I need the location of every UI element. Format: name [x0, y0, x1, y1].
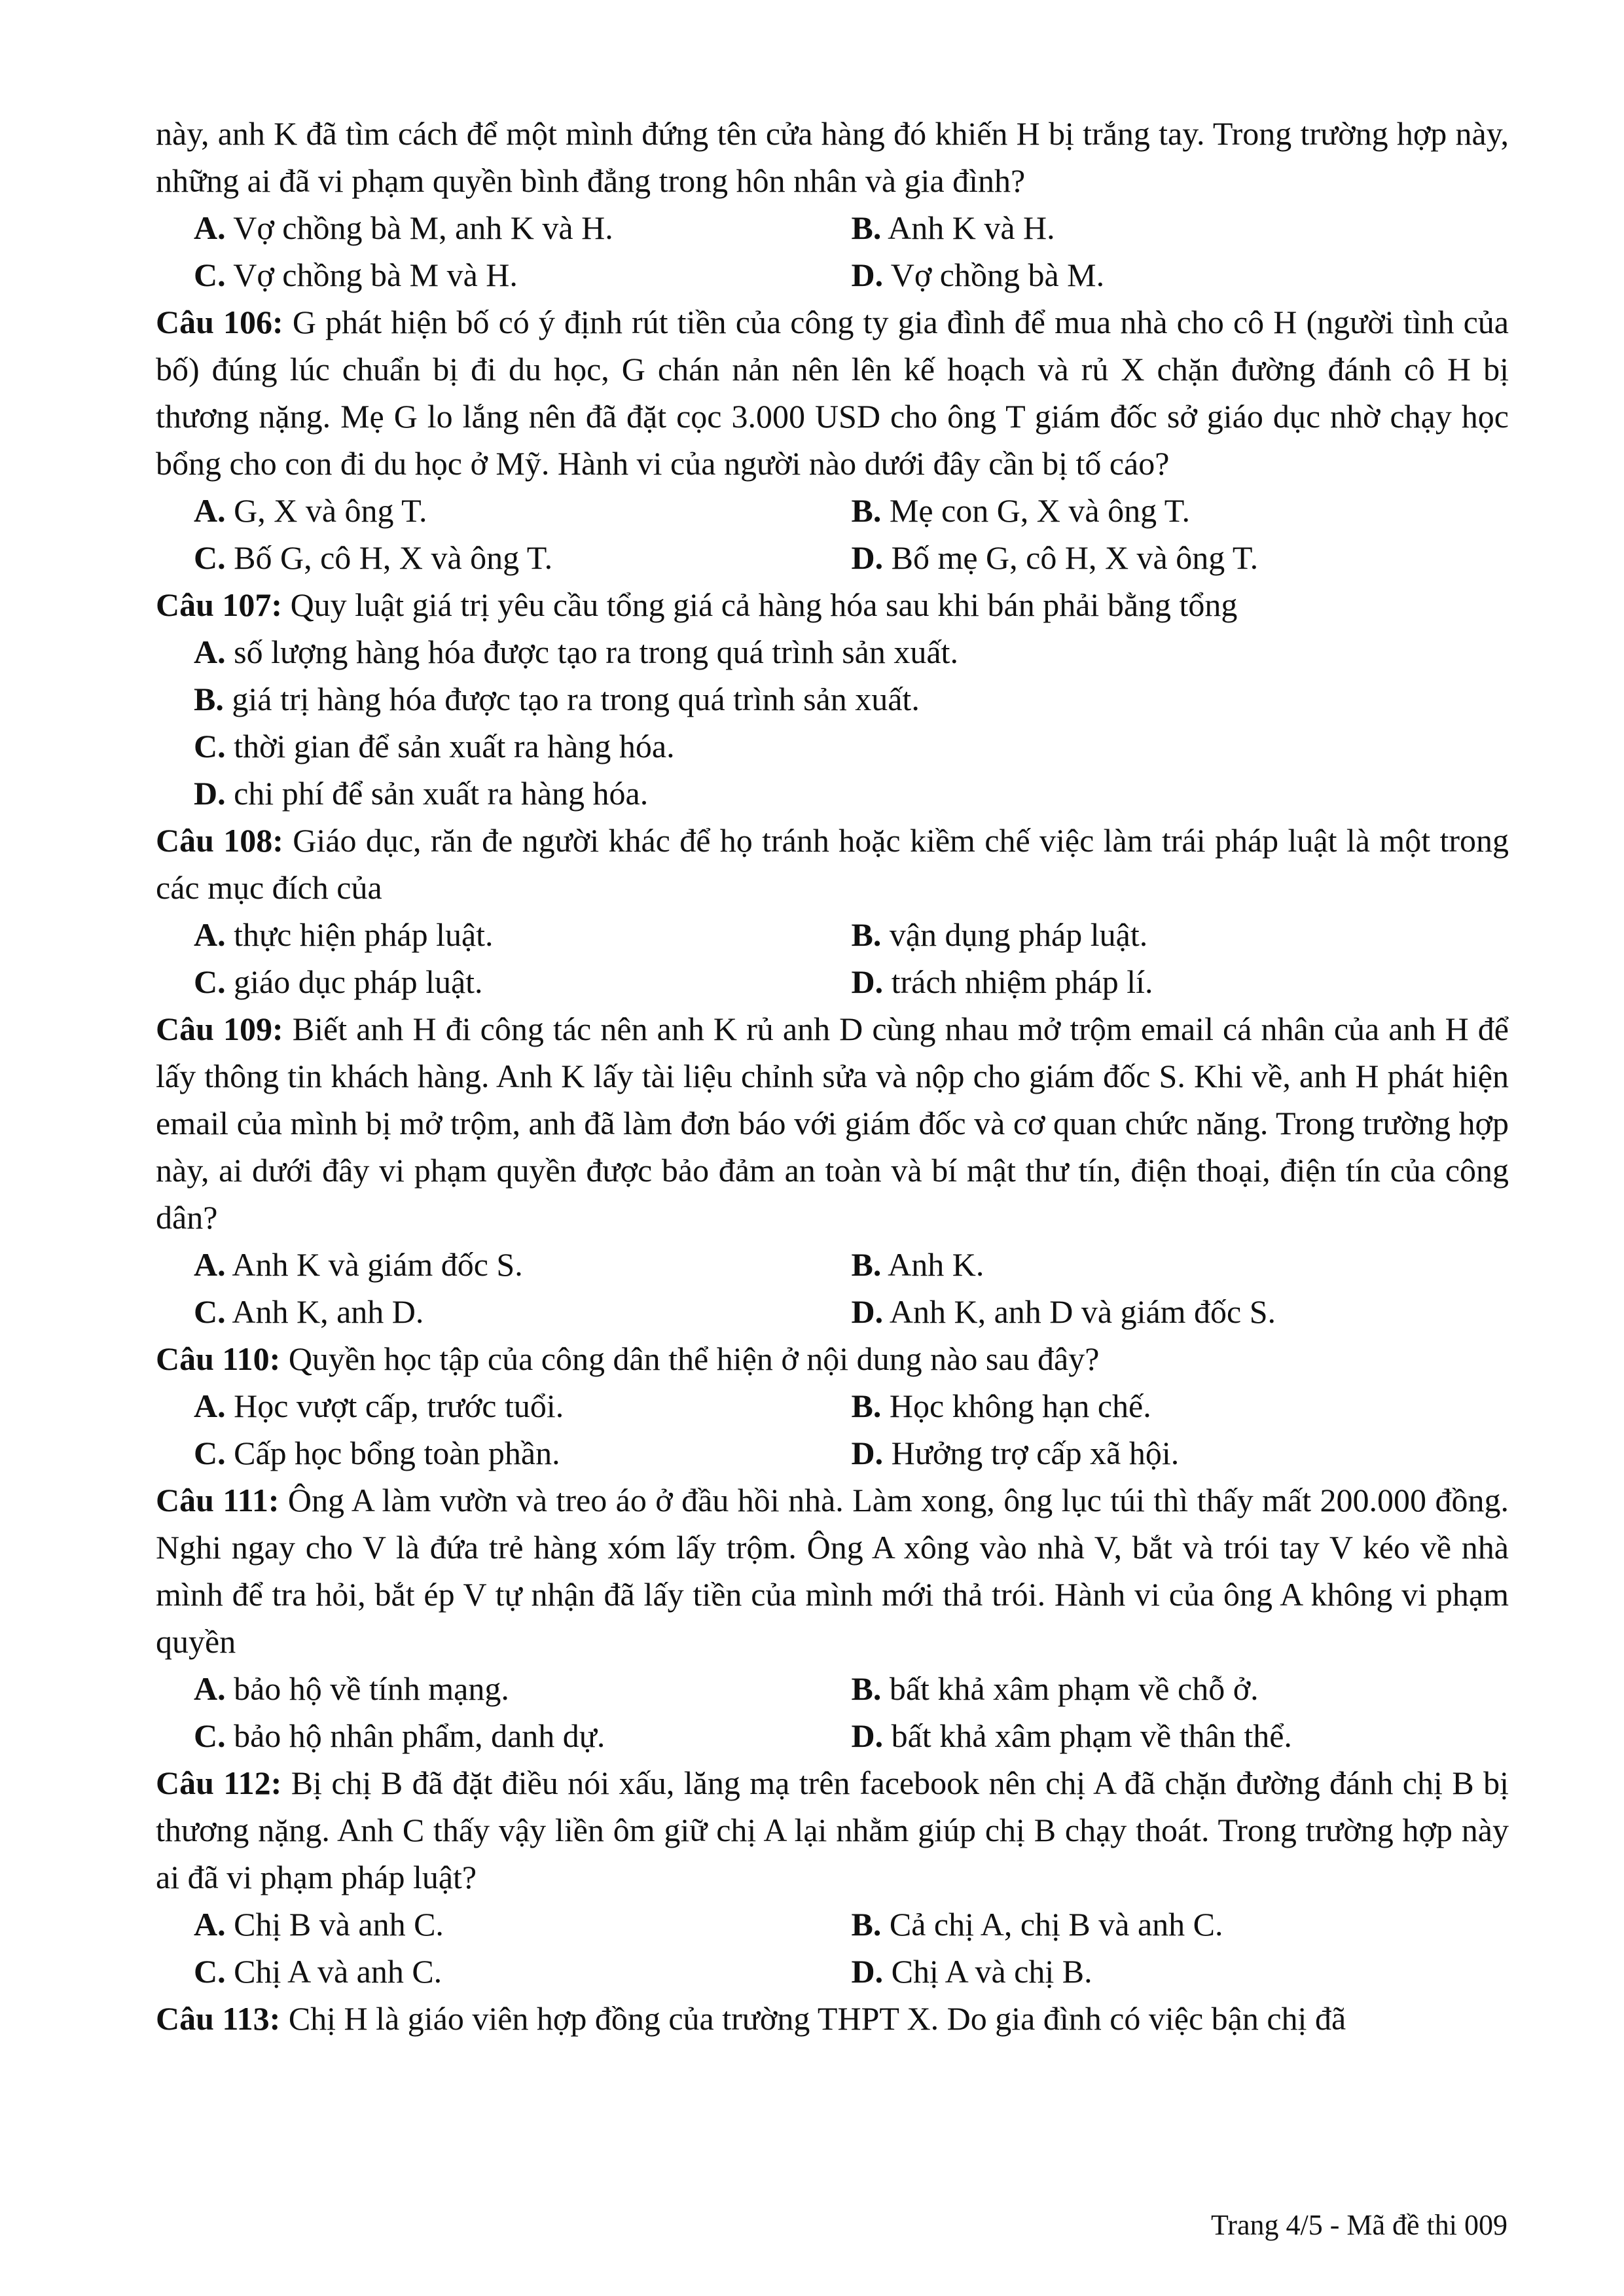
- question-text: [156, 298, 1509, 487]
- option-key: B.: [851, 1906, 882, 1943]
- question-107: [156, 581, 1509, 817]
- option-text: thời gian để sản xuất ra hàng hóa.: [234, 728, 675, 764]
- option-d: [852, 958, 1509, 1005]
- option-d: [852, 534, 1509, 581]
- option-key: D.: [194, 775, 226, 812]
- option-text: Anh K và giám đốc S.: [232, 1246, 523, 1283]
- option-text: Bố G, cô H, X và ông T.: [234, 539, 553, 576]
- option-text: giáo dục pháp luật.: [234, 963, 483, 1000]
- option-key: B.: [851, 916, 882, 953]
- option-text: Mẹ con G, X và ông T.: [889, 492, 1191, 529]
- option-key: D.: [851, 539, 884, 576]
- question-text: [156, 1995, 1509, 2042]
- option-text: thực hiện pháp luật.: [234, 916, 494, 953]
- option-d: [852, 1288, 1509, 1335]
- question-109: [156, 1005, 1509, 1335]
- question-label: Câu 106:: [156, 304, 283, 340]
- option-d: [852, 251, 1509, 298]
- question-options: [156, 628, 1509, 817]
- option-key: C.: [194, 1435, 226, 1471]
- option-key: B.: [851, 1388, 882, 1424]
- option-text: Anh K, anh D.: [232, 1293, 424, 1330]
- option-d: [852, 1429, 1509, 1477]
- question-body: Biết anh H đi công tác nên anh K rủ anh D cùng nhau mở trộm email cá nhân của anh H để lấy thông tin khách hàng. Anh K lấy tài liệu chỉnh sửa và nộp cho giám đốc S. Khi về, anh H phát hiện email của mình bị mở trộm, anh đã làm đơn báo với giám đốc và cơ quan chức năng. Trong trường hợp này, ai dưới đây vi phạm quyền được bảo đảm an toàn và bí mật thư tín, điện thoại, điện tín của công dân?: [156, 1011, 1509, 1236]
- question-options: [156, 1665, 1509, 1759]
- option-a: [194, 487, 852, 534]
- option-key: A.: [194, 492, 226, 529]
- option-d: [852, 1712, 1509, 1759]
- option-key: A.: [194, 916, 226, 953]
- option-b: [852, 487, 1509, 534]
- option-a: [194, 1382, 852, 1429]
- option-text: Vợ chồng bà M và H.: [233, 257, 518, 293]
- option-c: [194, 534, 852, 581]
- option-text: bất khả xâm phạm về thân thể.: [891, 1717, 1292, 1754]
- option-c: [194, 1288, 852, 1335]
- option-text: Cả chị A, chị B và anh C.: [889, 1906, 1223, 1943]
- option-key: A.: [194, 634, 226, 670]
- question-body: Chị H là giáo viên hợp đồng của trường THPT X. Do gia đình có việc bận chị đã: [288, 2000, 1346, 2037]
- intro-options: [156, 204, 1509, 298]
- option-d: [852, 1948, 1509, 1995]
- option-key: D.: [851, 1717, 884, 1754]
- question-113: [156, 1995, 1509, 2042]
- option-key: B.: [851, 492, 882, 529]
- option-c: [194, 958, 852, 1005]
- option-key: D.: [851, 1953, 884, 1990]
- option-b: [852, 1901, 1509, 1948]
- question-body: Quy luật giá trị yêu cầu tổng giá cả hàng hóa sau khi bán phải bằng tổng: [290, 586, 1238, 623]
- option-b: [852, 1665, 1509, 1712]
- option-key: C.: [194, 539, 226, 576]
- option-key: B.: [851, 1246, 882, 1283]
- option-text: số lượng hàng hóa được tạo ra trong quá trình sản xuất.: [234, 634, 958, 670]
- option-key: C.: [194, 728, 226, 764]
- question-label: Câu 110:: [156, 1340, 281, 1377]
- question-label: Câu 111:: [156, 1482, 280, 1518]
- option-key: D.: [851, 1293, 884, 1330]
- question-111: [156, 1477, 1509, 1759]
- option-text: giá trị hàng hóa được tạo ra trong quá trình sản xuất.: [232, 681, 920, 717]
- option-c: [194, 1712, 852, 1759]
- question-label: Câu 109:: [156, 1011, 283, 1047]
- option-b: [852, 1382, 1509, 1429]
- option-a: [194, 1665, 852, 1712]
- question-label: Câu 113:: [156, 2000, 281, 2037]
- option-text: bảo hộ về tính mạng.: [234, 1670, 509, 1707]
- option-key: B.: [851, 209, 882, 246]
- question-text: [156, 817, 1509, 911]
- option-text: vận dụng pháp luật.: [889, 916, 1148, 953]
- option-a: [194, 628, 1509, 675]
- question-text: [156, 1477, 1509, 1665]
- option-text: Học vượt cấp, trước tuổi.: [234, 1388, 564, 1424]
- option-text: Chị B và anh C.: [234, 1906, 444, 1943]
- option-b: [852, 204, 1509, 251]
- option-text: Vợ chồng bà M.: [890, 257, 1105, 293]
- option-text: bất khả xâm phạm về chỗ ở.: [889, 1670, 1259, 1707]
- option-text: Bố mẹ G, cô H, X và ông T.: [891, 539, 1259, 576]
- question-112: [156, 1759, 1509, 1995]
- question-110: [156, 1335, 1509, 1477]
- option-key: A.: [194, 1906, 226, 1943]
- option-key: B.: [194, 681, 224, 717]
- question-options: [156, 1241, 1509, 1335]
- question-108: [156, 817, 1509, 1005]
- question-text: [156, 1005, 1509, 1241]
- option-c: [194, 1948, 852, 1995]
- option-key: B.: [851, 1670, 882, 1707]
- option-c: [194, 723, 1509, 770]
- question-body: Ông A làm vườn và treo áo ở đầu hồi nhà. Làm xong, ông lục túi thì thấy mất 200.000 đồng. Nghi ngay cho V là đứa trẻ hàng xóm lấy trộm. Ông A xông vào nhà V, bắt và trói tay V kéo về nhà mình để tra hỏi, bắt ép V tự nhận đã lấy tiền của mình mới thả trói. Hành vi của ông A không vi phạm quyền: [156, 1482, 1509, 1660]
- question-options: [156, 1382, 1509, 1477]
- option-key: C.: [194, 1953, 226, 1990]
- question-text: [156, 1759, 1509, 1901]
- intro-text: này, anh K đã tìm cách để một mình đứng tên cửa hàng đó khiến H bị trắng tay. Trong trường hợp này, những ai đã vi phạm quyền bình đẳng trong hôn nhân và gia đình?: [156, 115, 1509, 199]
- option-key: A.: [194, 1670, 226, 1707]
- option-key: D.: [851, 963, 884, 1000]
- option-key: C.: [194, 1717, 226, 1754]
- option-text: Cấp học bổng toàn phần.: [234, 1435, 560, 1471]
- option-text: Anh K và H.: [888, 209, 1055, 246]
- option-a: [194, 1901, 852, 1948]
- option-b: [852, 1241, 1509, 1288]
- option-text: Học không hạn chế.: [889, 1388, 1151, 1424]
- question-text: [156, 1335, 1509, 1382]
- question-label: Câu 108:: [156, 822, 283, 859]
- option-a: [194, 204, 852, 251]
- option-key: C.: [194, 1293, 226, 1330]
- option-text: Anh K.: [888, 1246, 984, 1283]
- option-a: [194, 911, 852, 958]
- page-footer: Trang 4/5 - Mã đề thi 009: [1210, 2209, 1507, 2241]
- question-options: [156, 487, 1509, 581]
- option-b: [852, 911, 1509, 958]
- intro-block: [156, 110, 1509, 298]
- option-text: trách nhiệm pháp lí.: [891, 963, 1153, 1000]
- option-d: [194, 770, 1509, 817]
- option-key: A.: [194, 1388, 226, 1424]
- question-body: Bị chị B đã đặt điều nói xấu, lăng mạ trên facebook nên chị A đã chặn đường đánh chị B bị thương nặng. Anh C thấy vậy liền ôm giữ chị A lại nhằm giúp chị B chạy thoát. Trong trường hợp này ai đã vi phạm pháp luật?: [156, 1765, 1509, 1895]
- option-text: Chị A và chị B.: [891, 1953, 1092, 1990]
- option-text: Vợ chồng bà M, anh K và H.: [233, 209, 613, 246]
- option-key: A.: [194, 1246, 226, 1283]
- option-c: [194, 251, 852, 298]
- question-body: Quyền học tập của công dân thể hiện ở nội dung nào sau đây?: [288, 1340, 1100, 1377]
- question-label: Câu 107:: [156, 586, 283, 623]
- option-text: Anh K, anh D và giám đốc S.: [889, 1293, 1276, 1330]
- question-body: G phát hiện bố có ý định rút tiền của công ty gia đình để mua nhà cho cô H (người tình của bố) đúng lúc chuẩn bị đi du học, G chán nản nên lên kế hoạch và rủ X chặn đường đánh cô H bị thương nặng. Mẹ G lo lắng nên đã đặt cọc 3.000 USD cho ông T giám đốc sở giáo dục nhờ chạy học bổng cho con đi du học ở Mỹ. Hành vi của người nào dưới đây cần bị tố cáo?: [156, 304, 1509, 482]
- option-text: G, X và ông T.: [234, 492, 427, 529]
- question-106: [156, 298, 1509, 581]
- option-b: [194, 675, 1509, 723]
- option-key: C.: [194, 257, 226, 293]
- question-label: Câu 112:: [156, 1765, 282, 1801]
- option-key: A.: [194, 209, 226, 246]
- option-text: Hưởng trợ cấp xã hội.: [891, 1435, 1180, 1471]
- option-key: D.: [851, 257, 884, 293]
- question-text: [156, 581, 1509, 628]
- question-body: Giáo dục, răn đe người khác để họ tránh hoặc kiềm chế việc làm trái pháp luật là một trong các mục đích của: [156, 822, 1509, 906]
- option-c: [194, 1429, 852, 1477]
- option-text: chi phí để sản xuất ra hàng hóa.: [234, 775, 649, 812]
- option-text: bảo hộ nhân phẩm, danh dự.: [234, 1717, 605, 1754]
- question-options: [156, 1901, 1509, 1995]
- option-a: [194, 1241, 852, 1288]
- option-text: Chị A và anh C.: [234, 1953, 442, 1990]
- option-key: C.: [194, 963, 226, 1000]
- question-options: [156, 911, 1509, 1005]
- option-key: D.: [851, 1435, 884, 1471]
